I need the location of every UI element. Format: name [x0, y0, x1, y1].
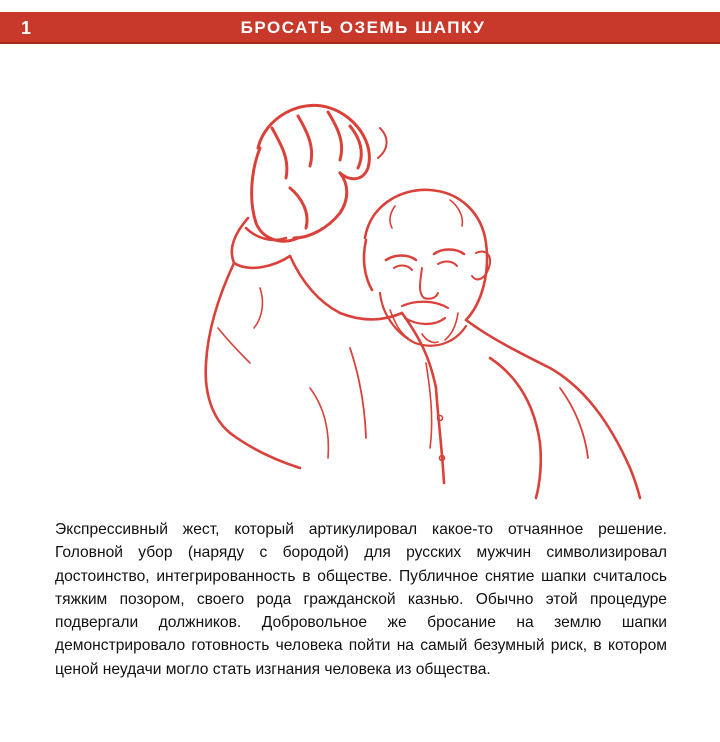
page-number: 1	[21, 18, 32, 38]
raised-fist	[252, 105, 387, 241]
section-title: БРОСАТЬ ОЗЕМЬ ШАПКУ	[240, 18, 486, 37]
header-bar	[0, 12, 720, 44]
head	[364, 190, 490, 320]
arm-sleeve	[206, 218, 402, 468]
beard	[380, 293, 466, 346]
sketch-illustration	[190, 88, 670, 500]
body-paragraph: Экспрессивный жест, который артикулировал какое-то отчаянное решение. Головной убор (наряду с бородой) для русских мужчин символизировал достоинство, интегрированность в обществе. Публичное снятие шапки считалось тяжким позором, своего рода гражданской казнью. Обычно этой процедуре подвергали должников. Добровольное же бросание на землю шапки демонстрировало готовность человека пойти на самый безумный риск, в котором ценой неудачи могло стать изгнания человека из общества.	[55, 521, 667, 678]
torso-shirt	[310, 313, 640, 498]
